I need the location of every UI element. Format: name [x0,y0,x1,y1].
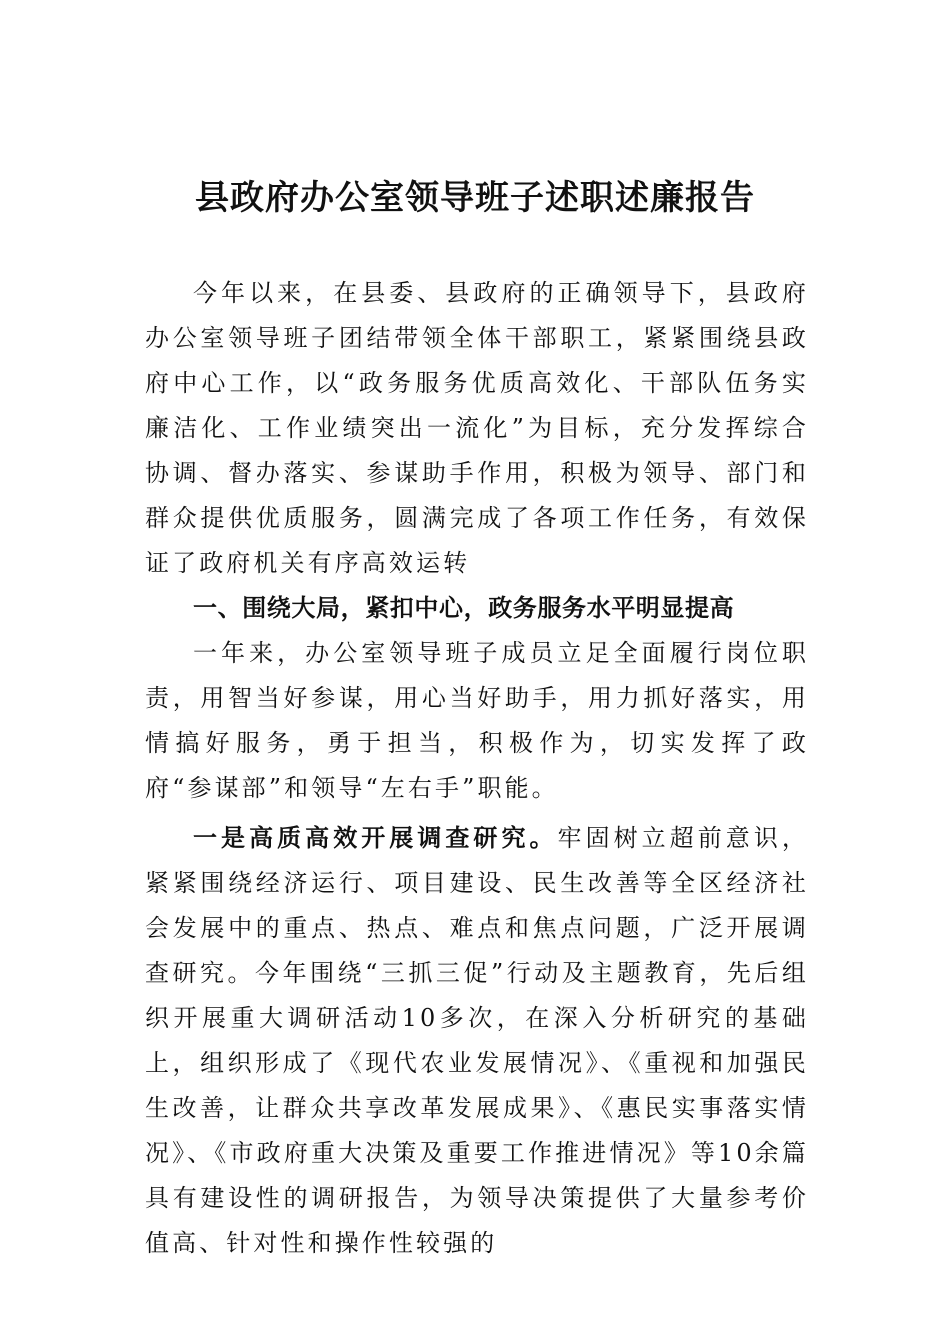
document-title: 县政府办公室领导班子述职述廉报告 [195,178,755,218]
section-paragraph: 一年来，办公室领导班子成员立足全面履行岗位职责，用智当好参谋，用心当好助手，用力抓好落实，用情搞好服务，勇于担当，积极作为，切实发挥了政府“参谋部”和领导“左右手”职能。 [145,639,809,802]
point-paragraph [145,815,809,1266]
document-body [145,271,809,1266]
section-heading: 一、围绕大局，紧扣中心，政务服务水平明显提高 [193,594,735,622]
intro-paragraph: 今年以来，在县委、县政府的正确领导下，县政府办公室领导班子团结带领全体干部职工，紧紧围绕县政府中心工作，以“政务服务优质高效化、干部队伍务实廉洁化、工作业绩突出一流化”为目标，充分发挥综合协调、督办落实、参谋助手作用，积极为领导、部门和群众提供优质服务，圆满完成了各项工作任务，有效保证了政府机关有序高效运转 [145,279,809,577]
point-lead: 一是高质高效开展调查研究。 [193,823,558,852]
point-body: 牢固树立超前意识，紧紧围绕经济运行、项目建设、民生改善等全区经济社会发展中的重点、热点、难点和焦点问题，广泛开展调查研究。今年围绕“三抓三促”行动及主题教育，先后组织开展重大调研活动10多次，在深入分析研究的基础上，组织形成了《现代农业发展情况》、《重视和加强民生改善，让群众共享改革发展成果》、《惠民实事落实情况》、《市政府重大决策及重要工作推进情况》等10余篇具有建设性的调研报告，为领导决策提供了大量参考价值高、针对性和操作性较强的 [145,824,809,1257]
